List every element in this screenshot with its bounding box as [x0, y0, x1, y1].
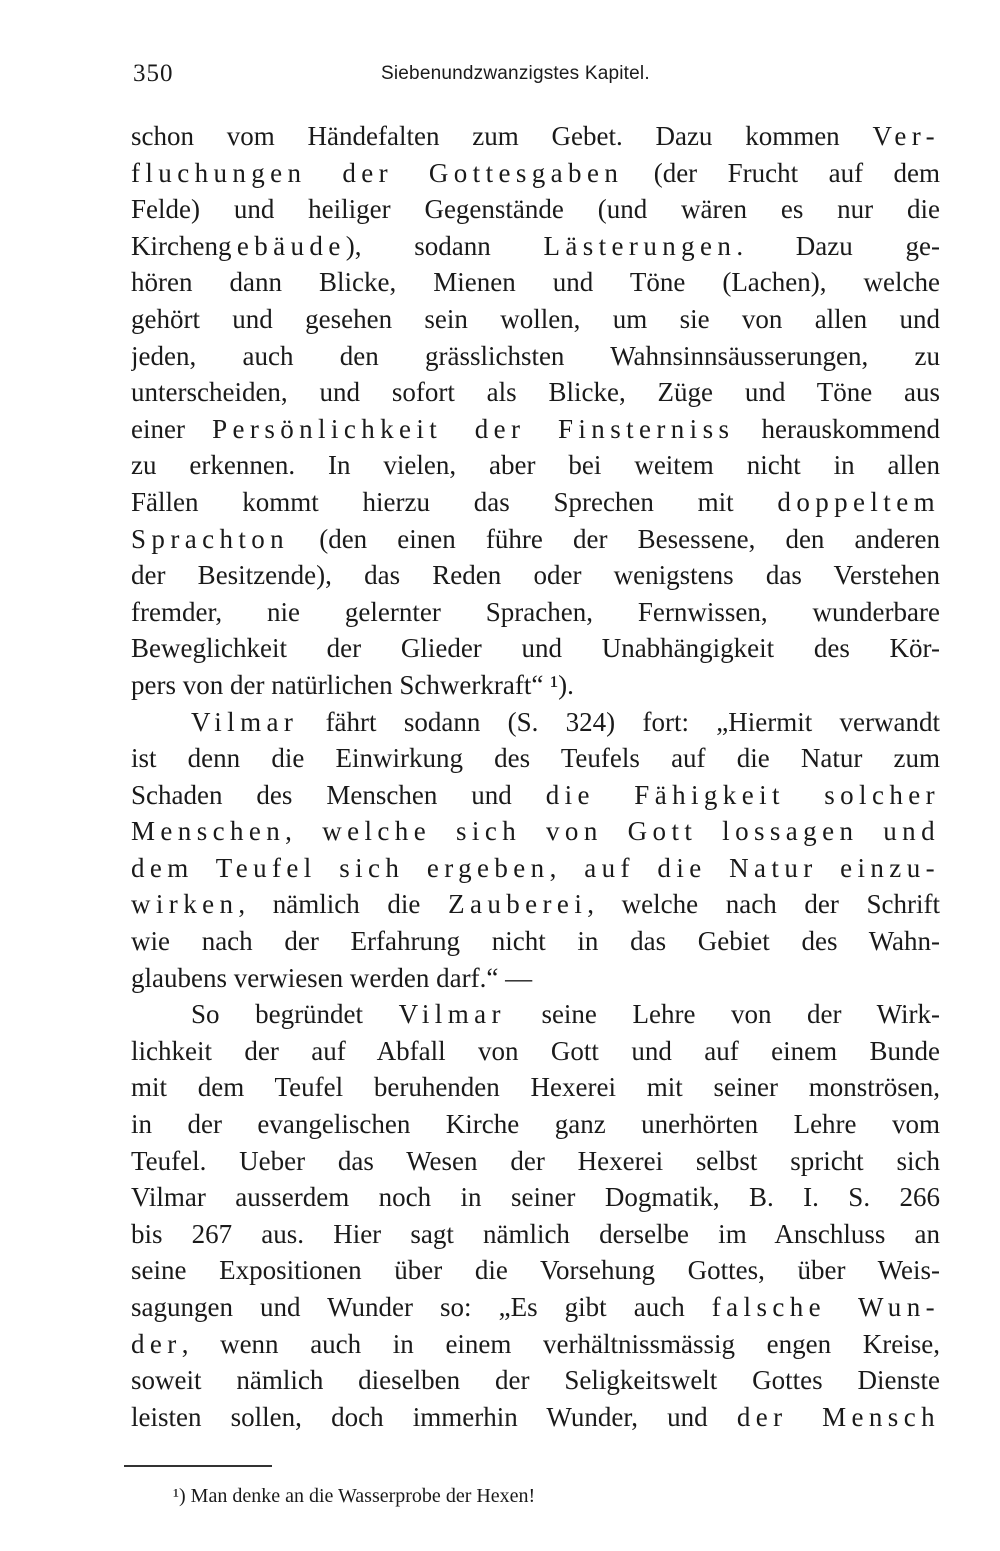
spaced-emphasis: Menschen, welche sich von Gott lossagen und [131, 816, 940, 847]
text-run: mit dem Teufel beruhenden Hexerei mit seiner monströsen, [131, 1072, 940, 1103]
text-line [131, 1399, 940, 1436]
text-run: Felde) und heiliger Gegenstände (und wären es nur die [131, 194, 940, 225]
text-run: Schaden des Menschen und [131, 779, 546, 810]
text-line [131, 1106, 940, 1143]
text-line [131, 777, 940, 814]
text-run: , welche nach der Schrift [587, 889, 940, 920]
text-run: fremder, nie gelernter Sprachen, Fernwissen, wunderbare [131, 596, 940, 627]
text-run: (den einen führe der Besessene, den anderen [289, 523, 940, 554]
text-line [131, 155, 940, 192]
spaced-emphasis: Vilmar [191, 706, 299, 737]
text-line [131, 996, 940, 1033]
text-line [131, 1216, 940, 1253]
text-line [131, 813, 940, 850]
text-line [131, 1252, 940, 1289]
text-run: Fällen kommt hierzu das Sprechen mit [131, 486, 778, 517]
spaced-emphasis: Zauberei [448, 889, 588, 920]
spaced-emphasis: wirken [131, 889, 239, 920]
text-line [131, 1143, 940, 1180]
text-line [131, 118, 940, 155]
spaced-emphasis: Lästerungen [543, 230, 737, 261]
text-run: lichkeit der auf Abfall von Gott und auf einem Bunde [131, 1035, 940, 1066]
text-run: herauskommend [734, 413, 940, 444]
text-run: einer [131, 413, 213, 444]
text-line [131, 594, 940, 631]
text-line [131, 630, 940, 667]
text-line [131, 704, 940, 741]
text-line [131, 960, 940, 997]
text-line [131, 228, 940, 265]
spaced-emphasis: falsche Wun- [711, 1292, 940, 1322]
text-run: leisten sollen, doch immerhin Wunder, und [131, 1401, 737, 1432]
spaced-emphasis: die Fähigkeit solcher [545, 779, 940, 810]
text-run: seine Lehre von der Wirk- [505, 999, 940, 1030]
text-run: pers von der natürlichen Schwerkraft“ ¹). [131, 669, 574, 700]
text-run: . Dazu ge- [736, 230, 940, 261]
text-line [131, 521, 940, 558]
footnote-text: Man denke an die Wasserprobe der Hexen! [185, 1485, 536, 1507]
text-run: fährt sodann (S. 324) fort: „Hiermit verwandt [298, 706, 940, 737]
footnote-marker: ¹) [173, 1485, 186, 1507]
spaced-emphasis: der [131, 1328, 182, 1359]
text-run: Kirchen [131, 230, 218, 261]
text-line [131, 886, 940, 923]
text-run: der Besitzende), das Reden oder wenigstens das Verstehen [131, 560, 940, 591]
text-line [131, 667, 940, 704]
text-run: seine Expositionen über die Vorsehung Gottes, über Weis- [131, 1255, 940, 1286]
text-line [131, 1362, 940, 1399]
text-run: Teufel. Ueber das Wesen der Hexerei selbst spricht sich [131, 1145, 940, 1176]
text-run: ), sodann [345, 230, 544, 261]
text-line [131, 484, 940, 521]
text-run: sagungen und Wunder so: „Es gibt auch [131, 1292, 712, 1322]
text-line [131, 1069, 940, 1106]
text-run: schon vom Händefalten zum Gebet. Dazu kommen [131, 121, 873, 151]
text-run: So begründet [191, 999, 399, 1030]
text-run: glaubens verwiesen werden darf.“ — [131, 962, 533, 993]
body-text [131, 118, 940, 1435]
text-line [131, 1326, 940, 1363]
spaced-emphasis: Persönlichkeit der Finsterniss [212, 413, 735, 444]
text-line [131, 1033, 940, 1070]
text-run: , wenn auch in einem verhältnissmässig engen Kreise, [181, 1328, 940, 1359]
text-line [131, 447, 940, 484]
spaced-emphasis: fluchungen der Gottesgaben [131, 157, 624, 188]
text-line [131, 1289, 940, 1326]
page-number: 350 [133, 60, 174, 87]
footnote-divider [124, 1465, 272, 1467]
spaced-emphasis: gebäude [217, 230, 346, 261]
text-line [131, 850, 940, 887]
text-run: wie nach der Erfahrung nicht in das Gebiet des Wahn- [131, 926, 940, 957]
spaced-emphasis: Ver- [872, 121, 940, 151]
page-header [133, 58, 938, 92]
text-run: gehört und gesehen sein wollen, um sie von allen und [131, 303, 940, 334]
text-line [131, 1179, 940, 1216]
text-run: Beweglichkeit der Glieder und Unabhängigkeit des Kör- [131, 633, 940, 664]
running-title: Siebenundzwanzigstes Kapitel. [381, 63, 650, 84]
footnote [173, 1485, 535, 1508]
text-run: unterscheiden, und sofort als Blicke, Züge und Töne aus [131, 377, 940, 408]
text-run: zu erkennen. In vielen, aber bei weitem nicht in allen [131, 450, 940, 481]
text-line [131, 264, 940, 301]
text-run: soweit nämlich dieselben der Seligkeitswelt Gottes Dienste [131, 1365, 940, 1396]
text-run: in der evangelischen Kirche ganz unerhörten Lehre vom [131, 1109, 940, 1140]
text-run: hören dann Blicke, Mienen und Töne (Lachen), welche [131, 267, 940, 298]
spaced-emphasis: Vilmar [398, 999, 506, 1030]
text-line [131, 374, 940, 411]
text-run: Vilmar ausserdem noch in seiner Dogmatik, B. I. S. 266 [131, 1182, 940, 1213]
text-run: bis 267 aus. Hier sagt nämlich derselbe im Anschluss an [131, 1218, 940, 1249]
text-run: ist denn die Einwirkung des Teufels auf die Natur zum [131, 743, 940, 774]
spaced-emphasis: dem Teufel sich ergeben, auf die Natur einzu- [131, 852, 940, 883]
spaced-emphasis: der Mensch [736, 1401, 940, 1432]
text-line [131, 740, 940, 777]
text-line [131, 338, 940, 375]
spaced-emphasis: Sprachton [131, 523, 290, 554]
text-run: (der Frucht auf dem [623, 157, 940, 188]
text-line [131, 557, 940, 594]
text-line [131, 411, 940, 448]
text-line [131, 923, 940, 960]
text-line [131, 191, 940, 228]
spaced-emphasis: doppeltem [777, 486, 940, 517]
text-run: jeden, auch den grässlichsten Wahnsinnsäusserungen, zu [131, 340, 940, 371]
text-line [131, 301, 940, 338]
text-run: , nämlich die [238, 889, 449, 920]
